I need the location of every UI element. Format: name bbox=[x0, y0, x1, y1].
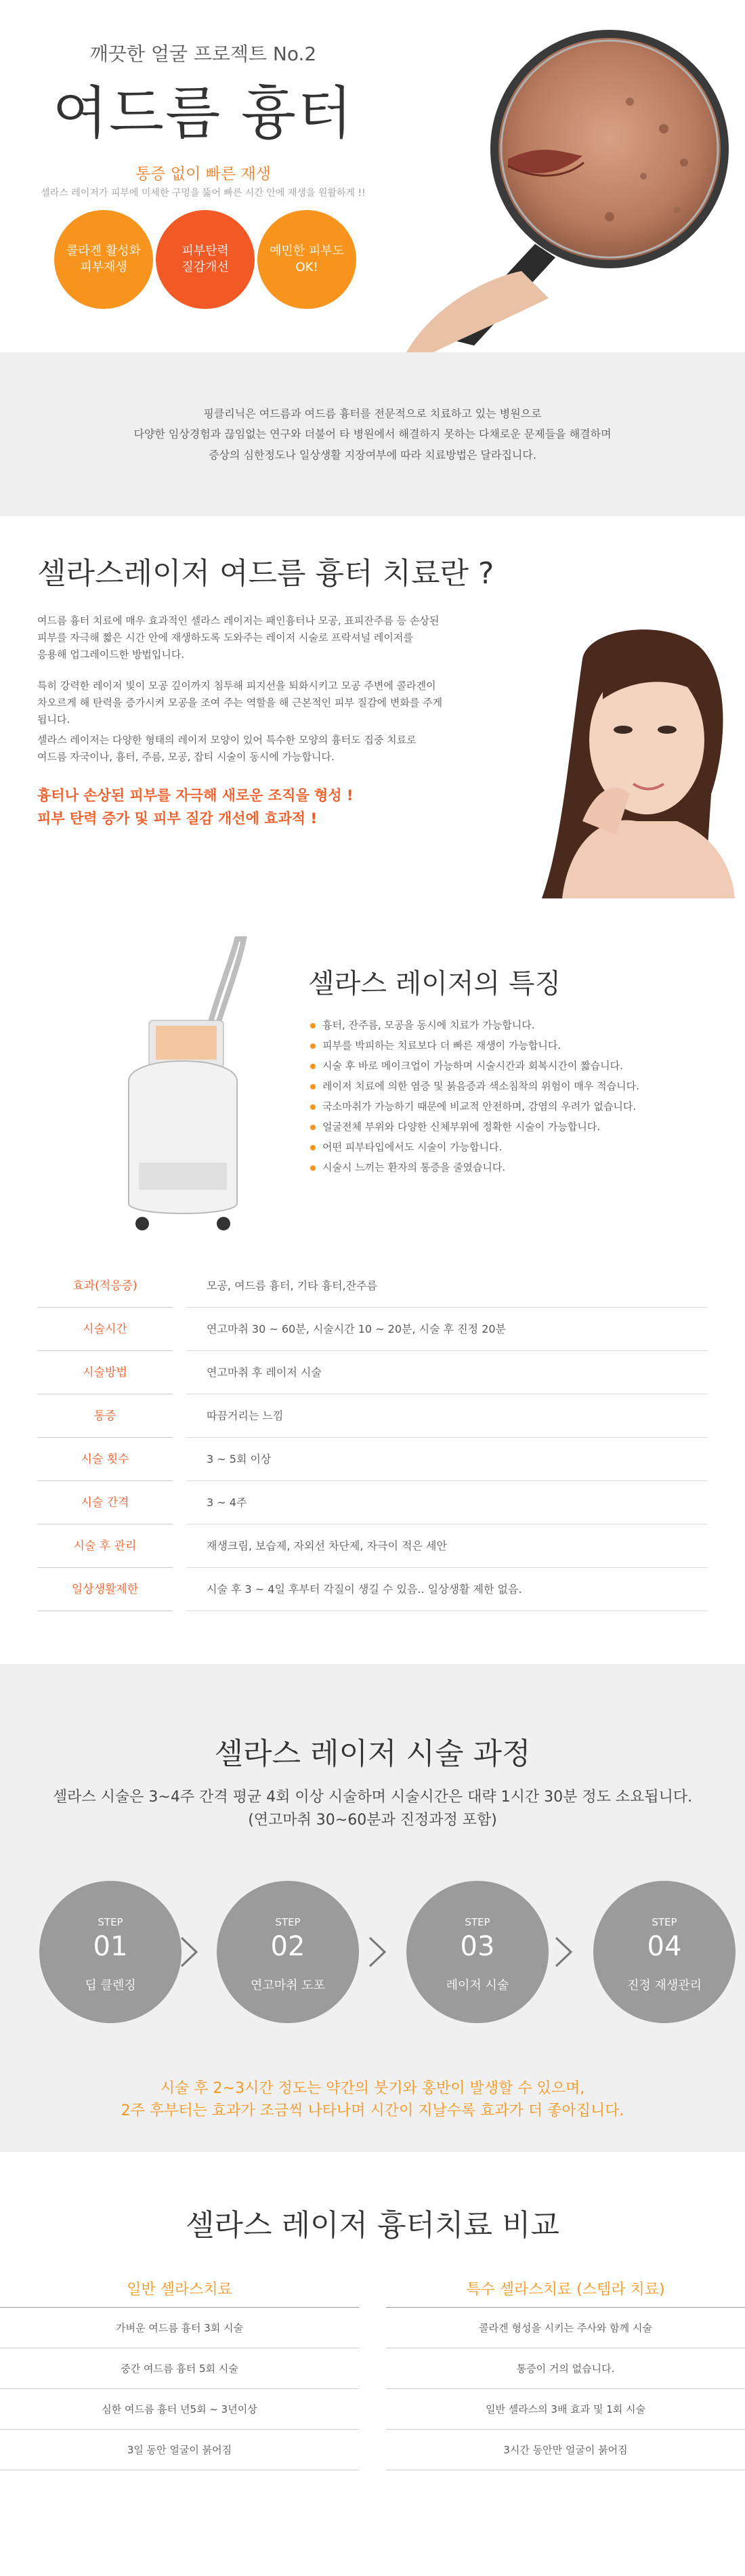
spec-table bbox=[0, 1264, 745, 1664]
bullet-icon bbox=[310, 1165, 316, 1171]
comparison-cell: 3일 동안 얼굴이 붉어짐 bbox=[0, 2430, 359, 2470]
feature-text: 어떤 피부타입에서도 시술이 가능합니다. bbox=[322, 1141, 503, 1153]
step-circle bbox=[593, 1881, 736, 2023]
about-paragraph: 특히 강력한 레이저 빛이 모공 깊이까지 침투해 피지선을 퇴화시키고 모공 주변에 콜라겐이 차오르게 해 탄력을 증가시켜 모공을 조여 주는 역할을 해 근본적인 피부 질감에 변화를 주게 됩니다. bbox=[37, 680, 443, 726]
step-number: 04 bbox=[647, 1931, 682, 1962]
step-label: STEP bbox=[98, 1916, 123, 1928]
feature-item bbox=[310, 1096, 639, 1117]
spec-key: 시술 후 관리 bbox=[37, 1524, 173, 1568]
spec-row bbox=[37, 1481, 708, 1524]
benefit-circle-elasticity: 피부탄력 질감개선 bbox=[156, 210, 255, 309]
hero-tagline: 통증 없이 빠른 재생 bbox=[135, 165, 271, 183]
chevron-right-icon bbox=[177, 1935, 200, 1969]
bullet-icon bbox=[310, 1043, 316, 1049]
general-treatment-column bbox=[0, 2272, 359, 2470]
comparison-section bbox=[0, 2152, 745, 2576]
feature-text: 레이저 치료에 의한 염증 및 붉음증과 색소침착의 위험이 매우 적습니다. bbox=[322, 1080, 639, 1092]
spec-value: 3 ~ 5회 이상 bbox=[186, 1438, 708, 1481]
step-circle bbox=[217, 1881, 359, 2023]
feature-text: 국소마취가 가능하기 때문에 비교적 안전하며, 감염의 우려가 없습니다. bbox=[322, 1100, 637, 1113]
spec-key: 시술 간격 bbox=[37, 1481, 173, 1524]
features-list bbox=[310, 1015, 639, 1178]
spec-value: 재생크림, 보습제, 자외선 차단제, 자극이 적은 세안 bbox=[186, 1524, 708, 1568]
feature-text: 흉터, 잔주름, 모공을 동시에 치료가 가능합니다. bbox=[322, 1019, 535, 1031]
laser-device-image bbox=[102, 919, 264, 1244]
process-section bbox=[0, 1664, 745, 2152]
process-note: 시술 후 2~3시간 정도는 약간의 붓기와 홍반이 발생할 수 있으며, 2주 후부터는 효과가 조금씩 나타나며 시간이 지날수록 효과가 더 좋아집니다. bbox=[121, 2080, 624, 2119]
spec-row bbox=[37, 1524, 708, 1568]
bullet-icon bbox=[310, 1064, 316, 1069]
special-treatment-header: 특수 셀라스치료 (스템라 치료) bbox=[386, 2272, 745, 2308]
step-name: 진정 재생관리 bbox=[626, 1978, 702, 1993]
intro-section bbox=[0, 352, 745, 516]
spec-key: 효과(적응증) bbox=[37, 1264, 173, 1308]
comparison-cell: 일반 셀라스의 3배 효과 및 1회 시술 bbox=[386, 2389, 745, 2430]
comparison-cell: 3시간 동안만 얼굴이 붉어짐 bbox=[386, 2430, 745, 2470]
hero-title: 여드름 흉터 bbox=[52, 80, 354, 146]
about-section bbox=[0, 516, 745, 898]
comparison-title: 셀라스 레이저 흉터치료 비교 bbox=[185, 2208, 559, 2243]
features-section bbox=[0, 898, 745, 1264]
about-highlight: 흉터나 손상된 피부를 자극해 새로운 조직을 형성 ! 피부 탄력 증가 및 피부 질감 개선에 효과적 ! bbox=[37, 787, 354, 827]
comparison-cell: 가벼운 여드름 흉터 3회 시술 bbox=[0, 2308, 359, 2348]
comparison-cell: 중간 여드름 흉터 5회 시술 bbox=[0, 2348, 359, 2389]
step-circle bbox=[39, 1881, 182, 2023]
spec-key: 일상생활제한 bbox=[37, 1568, 173, 1611]
spec-key: 시술방법 bbox=[37, 1351, 173, 1394]
benefit-circle-sensitive: 예민한 피부도 OK! bbox=[257, 210, 356, 309]
spec-value: 3 ~ 4주 bbox=[186, 1481, 708, 1524]
comparison-cell: 콜라겐 형성을 시키는 주사와 함께 시술 bbox=[386, 2308, 745, 2348]
spec-row bbox=[37, 1264, 708, 1308]
spec-row bbox=[37, 1351, 708, 1394]
hero-subtitle: 깨끗한 얼굴 프로젝트 No.2 bbox=[89, 43, 317, 65]
feature-item bbox=[310, 1015, 639, 1035]
about-paragraph: 여드름 흉터 치료에 매우 효과적인 셀라스 레이저는 패인흉터나 모공, 표피잔주름 등 손상된 피부를 자극해 짧은 시간 안에 재생하도록 도와주는 레이저 시술로 프락셔널 레이저를 응용해 업그레이드한 방법입니다. bbox=[37, 615, 440, 661]
step-label: STEP bbox=[465, 1916, 490, 1928]
bullet-icon bbox=[310, 1104, 316, 1110]
woman-face-image bbox=[501, 618, 745, 898]
bullet-icon bbox=[310, 1125, 316, 1130]
chevron-right-icon bbox=[552, 1935, 575, 1969]
step-label: STEP bbox=[275, 1916, 301, 1928]
feature-item bbox=[310, 1035, 639, 1056]
hero-description: 셀라스 레이저가 피부에 미세한 구멍을 뚫어 빠른 시간 안에 재생을 원활하게 !! bbox=[41, 188, 366, 199]
step-name: 레이저 시술 bbox=[446, 1978, 509, 1993]
step-label: STEP bbox=[652, 1916, 677, 1928]
step-name: 딥 클렌징 bbox=[85, 1978, 136, 1993]
spec-value: 연고마취 30 ~ 60분, 시술시간 10 ~ 20분, 시술 후 진정 20분 bbox=[186, 1308, 708, 1351]
about-title: 셀라스레이저 여드름 흉터 치료란 ? bbox=[37, 556, 494, 591]
feature-text: 얼굴전체 부위와 다양한 신체부위에 정확한 시술이 가능합니다. bbox=[322, 1121, 601, 1133]
benefit-circle-collagen: 콜라겐 활성화 피부재생 bbox=[54, 210, 153, 309]
feature-text: 시술 후 바로 메이크업이 가능하며 시술시간과 회복시간이 짧습니다. bbox=[322, 1060, 623, 1072]
spec-key: 시술시간 bbox=[37, 1308, 173, 1351]
spec-value: 따끔거리는 느낌 bbox=[186, 1394, 708, 1438]
step-number: 01 bbox=[93, 1931, 128, 1962]
spec-key: 통증 bbox=[37, 1394, 173, 1438]
feature-item bbox=[310, 1076, 639, 1096]
comparison-cell: 심한 여드름 흉터 년5회 ~ 3년이상 bbox=[0, 2389, 359, 2430]
general-treatment-header: 일반 셀라스치료 bbox=[0, 2272, 359, 2308]
spec-value: 시술 후 3 ~ 4일 후부터 각질이 생길 수 있음.. 일상생활 제한 없음. bbox=[186, 1568, 708, 1611]
magnifier-skin-image bbox=[406, 20, 745, 352]
bullet-icon bbox=[310, 1145, 316, 1150]
feature-item bbox=[310, 1157, 639, 1178]
step-name: 연고마취 도포 bbox=[250, 1978, 326, 1993]
features-title: 셀라스 레이저의 특징 bbox=[308, 968, 561, 999]
feature-item bbox=[310, 1137, 639, 1157]
process-title: 셀라스 레이저 시술 과정 bbox=[214, 1737, 531, 1771]
intro-text: 핑클리닉은 여드름과 여드름 흉터를 전문적으로 치료하고 있는 병원으로 다양한 임상경험과 끊임없는 연구와 더불어 타 병원에서 해결하지 못하는 다채로운 문제들을 해결하며 증상의 심한정도나 일상생활 지장여부에 따라 치료방법은 달라집니다. bbox=[133, 407, 612, 461]
step-circle bbox=[406, 1881, 549, 2023]
feature-text: 피부를 박피하는 치료보다 더 빠른 재생이 가능합니다. bbox=[322, 1039, 561, 1052]
spec-row bbox=[37, 1438, 708, 1481]
spec-key: 시술 횟수 bbox=[37, 1438, 173, 1481]
about-paragraph: 셀라스 레이저는 다양한 형태의 레이저 모양이 있어 특수한 모양의 흉터도 집중 치료로 여드름 자국이나, 흉터, 주름, 모공, 잡티 시술이 동시에 가능합니다. bbox=[37, 734, 417, 763]
spec-row bbox=[37, 1568, 708, 1611]
bullet-icon bbox=[310, 1023, 316, 1029]
comparison-cell: 통증이 거의 없습니다. bbox=[386, 2348, 745, 2389]
step-number: 02 bbox=[270, 1931, 305, 1962]
step-number: 03 bbox=[460, 1931, 495, 1962]
feature-text: 시술시 느끼는 환자의 통증을 줄였습니다. bbox=[322, 1161, 506, 1173]
spec-row bbox=[37, 1394, 708, 1438]
bullet-icon bbox=[310, 1084, 316, 1089]
feature-item bbox=[310, 1117, 639, 1137]
spec-value: 모공, 여드름 흉터, 기타 흉터,잔주름 bbox=[186, 1264, 708, 1308]
spec-value: 연고마취 후 레이저 시술 bbox=[186, 1351, 708, 1394]
feature-item bbox=[310, 1056, 639, 1076]
chevron-right-icon bbox=[366, 1935, 389, 1969]
process-description: 셀라스 시술은 3~4주 간격 평균 4회 이상 시술하며 시술시간은 대략 1시간 30분 정도 소요됩니다. (연고마취 30~60분과 진정과정 포함) bbox=[52, 1789, 693, 1829]
special-treatment-column bbox=[386, 2272, 745, 2470]
spec-row bbox=[37, 1308, 708, 1351]
hero-section bbox=[0, 0, 745, 352]
